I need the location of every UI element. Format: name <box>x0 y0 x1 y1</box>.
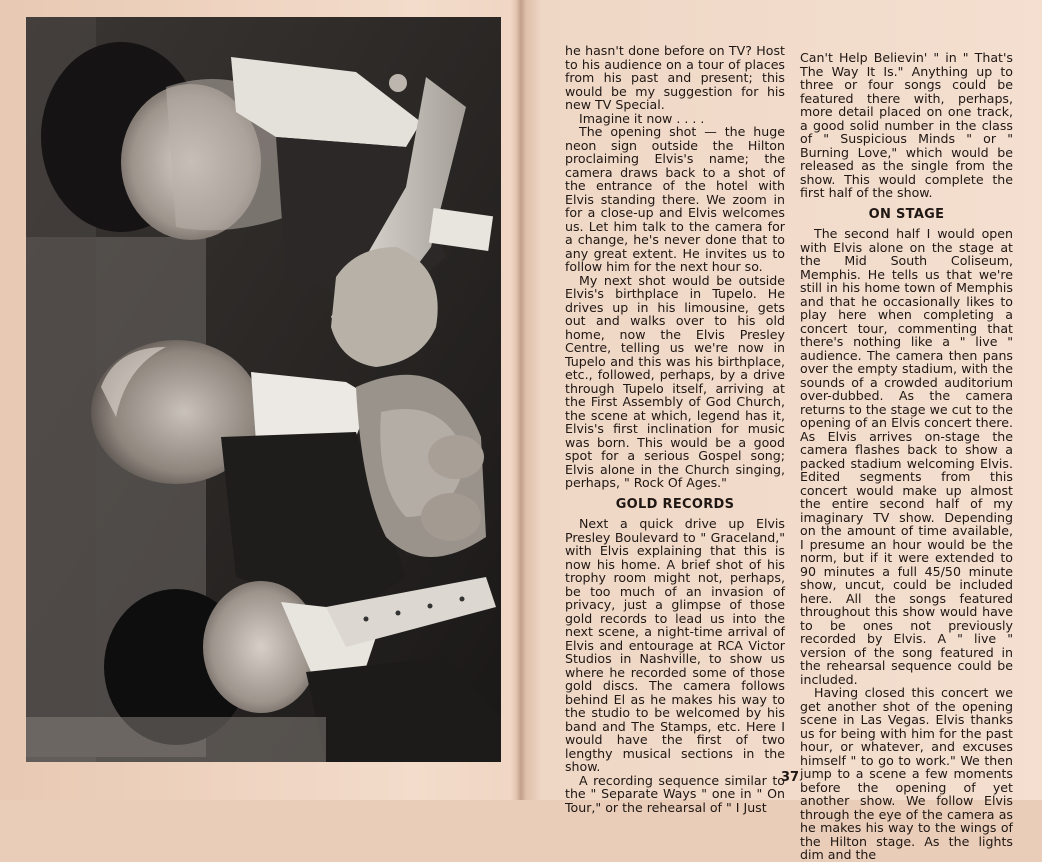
section-heading-on-stage: ON STAGE <box>868 206 945 222</box>
paragraph: he hasn't done before on TV? Host to his audience on a tour of places from his past and present; this would be my suggestion for his new TV Special. <box>565 43 785 112</box>
photo-illustration <box>26 17 501 762</box>
text-column-right <box>800 51 1013 862</box>
paragraph: Having closed this concert we get another shot of the opening scene in Las Vegas. Elvis thanks us for being with him for the past hour, or whatever, and excuses himself " to go to work." We then jump to a scene a few moments before the opening of yet another show. We follow Elvis through the eye of the camera as he makes his way to the wings of the Hilton stage. As the lights dim and the <box>800 685 1013 862</box>
paragraph: Next a quick drive up Elvis Presley Boulevard to " Graceland," with Elvis explaining that this is now his home. A brief shot of his trophy room might not, perhaps, be too much of an invasion of privacy, just a glimpse of those gold records to lead us into the next scene, a night-time arrival of Elvis and entourage at RCA Victor Studios in Nashville, to show us where he recorded some of those gold discs. The camera follows behind El as he makes his way to the studio to be welcomed by his band and The Stamps, etc. Here I would have the first of two lengthy musical sections in the show. <box>565 516 785 774</box>
paragraph: Imagine it now . . . . <box>579 110 705 126</box>
page-gutter <box>516 0 526 800</box>
paragraph: The opening shot — the huge neon sign outside the Hilton proclaiming Elvis's name; the camera draws back to a shot of the entrance of the hotel with Elvis standing there. We zoom in for a close-up and Elvis welcomes us. Let him talk to the camera for a change, he's never done that to any great extent. He invites us to follow him for the next hour so. <box>565 124 785 274</box>
paragraph: A recording sequence similar to the " Separate Ways " one in " On Tour," or the rehearsal of " I Just <box>565 772 785 815</box>
text-column-left <box>565 44 785 814</box>
paragraph: The second half I would open with Elvis alone on the stage at the Mid South Coliseum, Memphis. He tells us that we're still in his home town of Memphis and that he occasionally likes to play here when completing a concert tour, commenting that there's nothing like a " live " audience. The camera then pans over the empty stadium, with the sounds of a crowded auditorium over-dubbed. As the camera returns to the stage we cut to the opening of an Elvis concert there. As Elvis arrives on-stage the camera flashes back to show a packed stadium welcoming Elvis. Edited segments from this concert would make up almost the entire second half of my imaginary TV show. Depending on the amount of time available, I presume an hour would be the norm, but if it were extended to 90 minutes a full 45/50 minute show, uncut, could be included here. All the songs featured throughout this show would have to be ones not previously recorded by Elvis. A " live " version of the song featured in the rehearsal sequence could be included. <box>800 226 1013 687</box>
section-heading-gold-records: GOLD RECORDS <box>615 496 735 512</box>
paragraph: Can't Help Believin' " in " That's The Way It Is." Anything up to three or four songs could be featured there with, perhaps, more detail placed on one track, a good solid number in the class of " Suspicious Minds " or " Burning Love," which would be released as the single from the show. This would complete the first half of the show. <box>800 50 1013 200</box>
paragraph: My next shot would be outside Elvis's birthplace in Tupelo. He drives up in his limousine, gets out and walks over to his old home, now the Elvis Presley Centre, telling us we're now in Tupelo and this was his birthplace, etc., followed, perhaps, by a drive through Tupelo itself, arriving at the First Assembly of God Church, the scene at which, legend has it, Elvis's first inclination for music was born. This would be a good spot for a serious Gospel song; Elvis alone in the Church singing, perhaps, " Rock Of Ages." <box>565 272 785 490</box>
photo <box>26 17 501 762</box>
page-number: 37 <box>780 770 800 785</box>
